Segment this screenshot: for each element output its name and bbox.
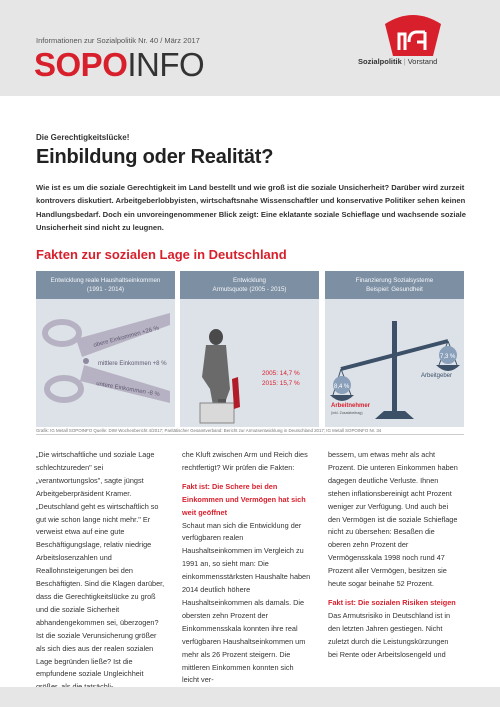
column-3-text-b: Das Armutsrisiko in Deutschland ist in den letzten Jahren gestiegen. Nicht zuletzt durch die Leistungskürzungen bei Rente oder Arbeitslosengeld und bbox=[328, 610, 451, 659]
panel-health-title: Finanzierung Sozialsysteme Beispiel: Gesundheit bbox=[325, 271, 464, 299]
infobox-title: Fakten zur sozialen Lage in Deutschland bbox=[36, 247, 287, 262]
label-mid-income: mittlere Einkommen +8 % bbox=[98, 361, 167, 367]
label-arbeitnehmer: Arbeitnehmer bbox=[331, 403, 371, 409]
label-low-income: untere Einkommen -8 % bbox=[95, 381, 161, 399]
poverty-illustration-icon bbox=[180, 299, 319, 427]
poverty-2005: 2005: 14,7 % bbox=[262, 370, 300, 377]
label-arbeitgeber: Arbeitgeber bbox=[421, 373, 453, 379]
brand-label: Sozialpolitik | Vorstand bbox=[358, 57, 438, 66]
facts-panels bbox=[36, 271, 464, 427]
column-3-heading: Fakt ist: Die sozialen Risiken steigen bbox=[328, 597, 456, 607]
poverty-2015: 2015: 15,7 % bbox=[262, 380, 300, 387]
label-upper-income: obere Einkommen +26 % bbox=[92, 325, 160, 349]
facts-infobox bbox=[36, 240, 464, 435]
column-3 bbox=[328, 449, 458, 668]
logo-sopo: SOPO bbox=[34, 46, 128, 83]
logo-info: INFO bbox=[127, 46, 205, 83]
lead-text: Wie ist es um die soziale Gerechtigkeit im Land bestellt und wie groß ist die soziale Unsicherheit? Darüber wird zurzeit kontrovers diskutiert. Arbeitgeberlobbyisten, wirtschaftsnahe Wissenschaftler und konservative Politiker sehen keinen Handlungsbedarf. Doch ein unvoreingenommener Blick zeigt: Eine eklatante soziale Schieflage und wachsende soziale Unsicherheit sind nicht zu leugnen. bbox=[36, 183, 466, 233]
page-title: Einbildung oder Realität? bbox=[36, 146, 274, 168]
ig-metall-logo-icon bbox=[381, 10, 445, 56]
panel-poverty bbox=[180, 271, 319, 427]
masthead bbox=[0, 0, 500, 96]
lead-section bbox=[36, 133, 466, 235]
value-arbeitnehmer: 8,4 % bbox=[334, 384, 350, 390]
column-2-text: Schaut man sich die Entwicklung der verfügbaren realen Haushaltseinkommen im Vergleich zu 1991 an, so sieht man: Die einkommensstärksten Haushalte haben 2014 deutlich höhere Haushaltseinkommen als damals. Die obersten zehn Prozent der Einkommensskala konnten ihre real verfügbaren Haushaltseinkommen um mehr als 26 Prozent steigern. Die mittleren Einkommen konnten sich leicht ver- bbox=[182, 520, 311, 685]
label-arbeitnehmer-sub: (inkl. Zusatzbeitrag) bbox=[331, 411, 363, 415]
brand-label-2: Vorstand bbox=[407, 57, 438, 66]
sopoinfo-logo bbox=[34, 48, 204, 81]
column-3-text-a: bessern, um etwas mehr als acht Prozent. Die unteren Einkommen haben dagegen deutliche Verluste. Ihnen stehen inflationsbereinigt acht Prozent weniger zur Verfügung. Und auch bei den Vermögen ist die soziale Schieflage nicht zu übersehen: Besaßen die oberen zehn Prozent der Vermögensskala 1998 noch rund 47 Prozent aller Vermögen, besitzen sie heute sogar beinahe 52 Prozent. bbox=[328, 450, 458, 589]
panel-health-finance bbox=[325, 271, 464, 427]
scissors-icon bbox=[36, 299, 175, 427]
column-1 bbox=[36, 449, 166, 700]
panel-income-title: Entwicklung reale Haushaltseinkommen (1991 - 2014) bbox=[36, 271, 175, 299]
scale-icon bbox=[325, 299, 464, 427]
footer-bar bbox=[0, 687, 500, 707]
overline: Die Gerechtigkeitslücke! bbox=[36, 133, 130, 142]
column-1-text: „Die wirtschaftliche und soziale Lage schlechtzureden" sei „verantwortungslos", sagte jüngst Arbeitgeberpräsident Kramer. „Deutschland geht es wirtschaftlich so gut wie schon lange nicht mehr." Er verweist etwa auf eine gute Beschäftigungslage, relativ niedrige Arbeitslosenzahlen und Reallohnsteigerungen bei den Beschäftigten. Sind die Klagen darüber, dass die Gerechtigkeitslücke zu groß und die soziale Sicherheit abhandengekommen sei, überzogen? Ist die soziale Verunsicherung größer als sich dies aus der realen sozialen Lage begründen ließe? Ist die empfundene soziale Ungleichheit bbox=[36, 450, 165, 679]
panel-income bbox=[36, 271, 175, 427]
value-arbeitgeber: 7,3 % bbox=[440, 354, 456, 360]
brand-label-1: Sozialpolitik bbox=[358, 57, 402, 66]
infobox-caption: Grafik: IG Metall SOPOINFO Quelle: DIW Wochenbericht 4/2017; Paritätischer Gesamtverband: Bericht zur Armutsentwicklung in Deutschland 2017; IG Metall SOPOINFO Nr. 34 bbox=[36, 428, 382, 433]
column-2 bbox=[182, 449, 312, 693]
panel-poverty-title: Entwicklung Armutsquote (2005 - 2015) bbox=[180, 271, 319, 299]
column-2-intro: che Kluft zwischen Arm und Reich dies rechtfertigt? Wir prüfen die Fakten: bbox=[182, 450, 308, 472]
column-2-heading: Fakt ist: Die Schere bei den Einkommen und Vermögen hat sich weit geöffnet bbox=[182, 481, 306, 517]
issue-kicker: Informationen zur Sozialpolitik Nr. 40 / März 2017 bbox=[36, 36, 200, 45]
